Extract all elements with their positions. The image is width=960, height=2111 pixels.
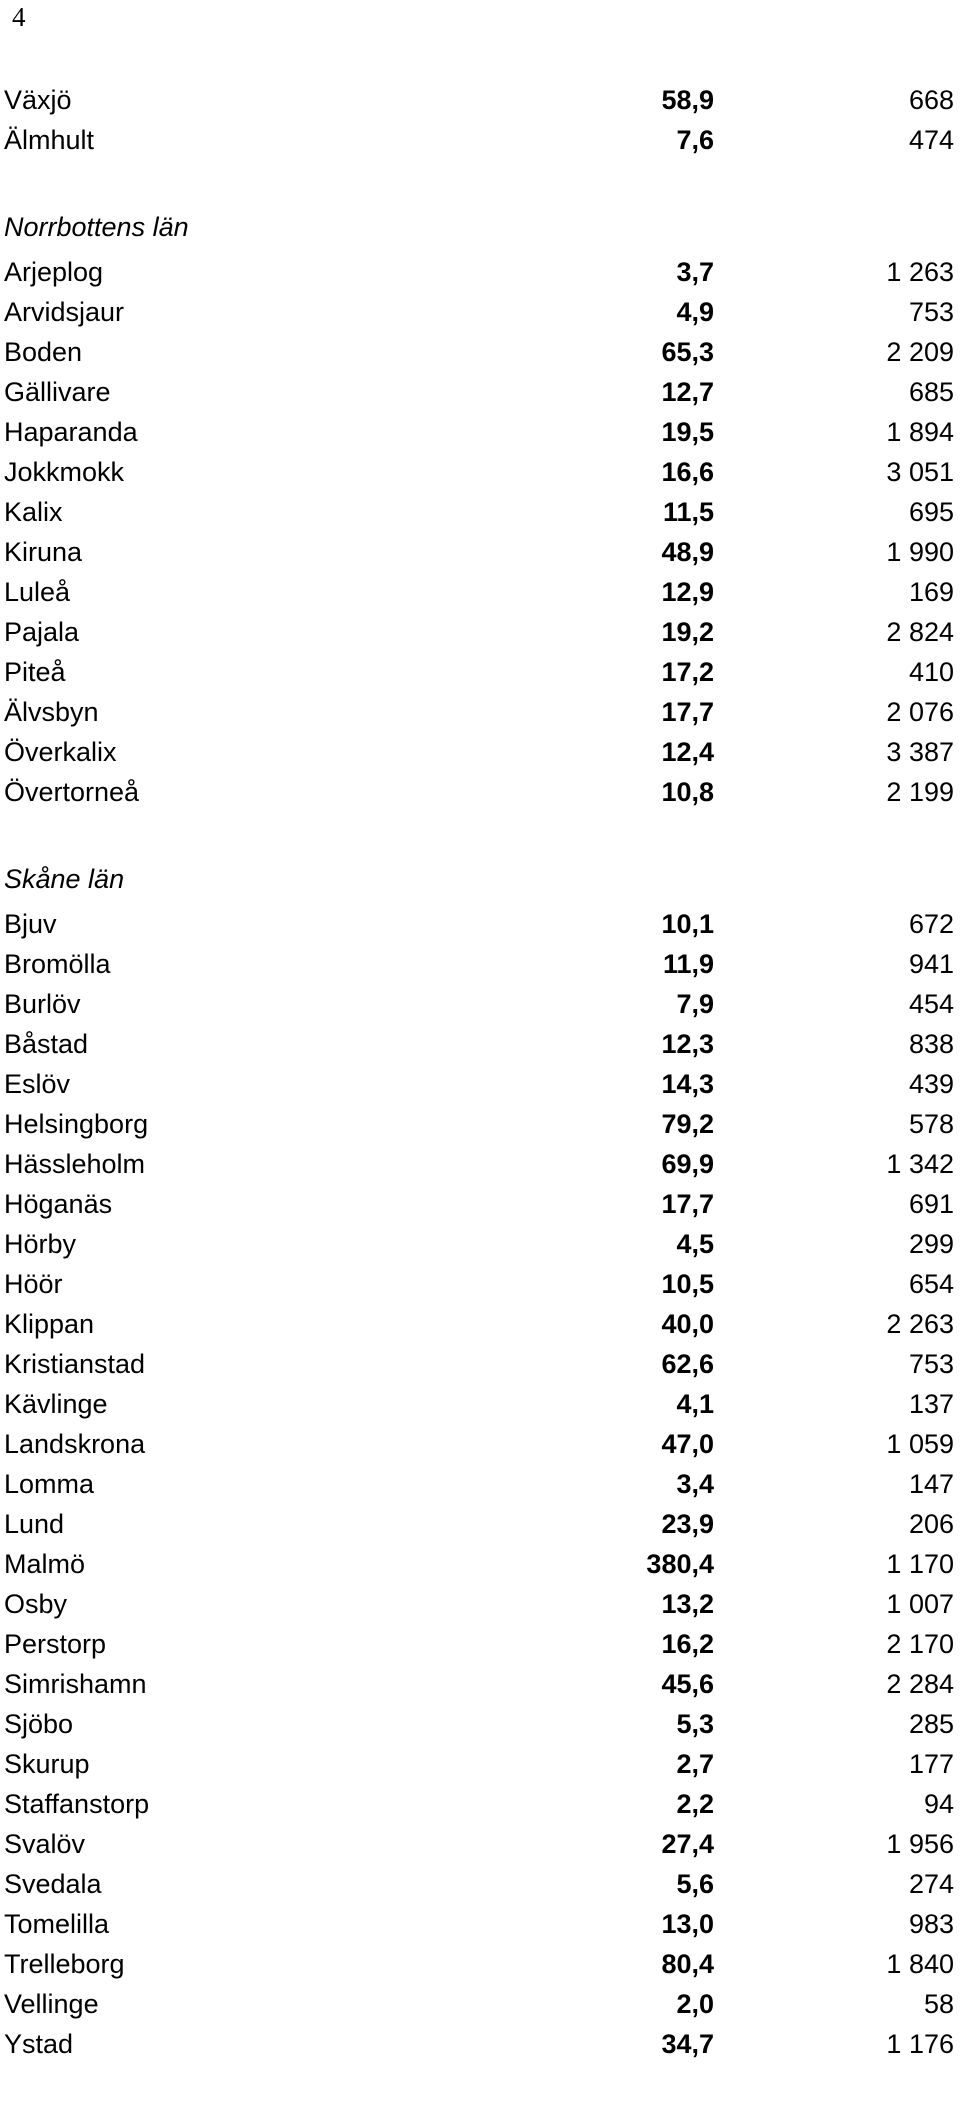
municipality-name: Ystad [4, 2029, 74, 2059]
county-section [4, 207, 954, 812]
municipality-name: Jokkmokk [4, 457, 125, 487]
value-secondary: 3 387 [886, 737, 954, 767]
value-secondary: 169 [908, 577, 954, 607]
table-row [4, 1184, 954, 1224]
municipality-name: Malmö [4, 1549, 86, 1579]
municipality-name: Arjeplog [4, 257, 104, 287]
municipality-name: Haparanda [4, 417, 138, 447]
value-secondary: 691 [908, 1189, 954, 1219]
table-row [4, 692, 954, 732]
value-primary: 3,7 [676, 257, 714, 287]
value-primary: 4,1 [676, 1389, 714, 1419]
table-row [4, 984, 954, 1024]
value-primary: 27,4 [661, 1829, 714, 1859]
municipality-name: Kävlinge [4, 1389, 108, 1419]
table-row [4, 1744, 954, 1784]
table-row [4, 572, 954, 612]
value-secondary: 147 [908, 1469, 954, 1499]
municipality-name: Eslöv [4, 1069, 71, 1099]
value-primary: 13,2 [661, 1589, 714, 1619]
municipality-name: Landskrona [4, 1429, 146, 1459]
table-row [4, 1024, 954, 1064]
value-secondary: 753 [908, 297, 954, 327]
value-secondary: 668 [908, 85, 954, 115]
table-row [4, 1304, 954, 1344]
municipality-name: Simrishamn [4, 1669, 147, 1699]
municipality-name: Älmhult [4, 125, 95, 155]
value-primary: 12,7 [661, 377, 714, 407]
municipality-name: Arvidsjaur [4, 297, 125, 327]
table-row [4, 944, 954, 984]
municipality-name: Sjöbo [4, 1709, 74, 1739]
value-primary: 10,1 [661, 909, 714, 939]
page-number: 4 [12, 2, 26, 32]
value-primary: 7,6 [676, 125, 714, 155]
value-secondary: 439 [908, 1069, 954, 1099]
table-row [4, 292, 954, 332]
table-row [4, 772, 954, 812]
table-row [4, 372, 954, 412]
value-secondary: 695 [908, 497, 954, 527]
municipality-name: Lund [4, 1509, 65, 1539]
municipality-name: Bjuv [4, 909, 57, 939]
value-secondary: 3 051 [886, 457, 954, 487]
value-primary: 23,9 [661, 1509, 714, 1539]
value-primary: 17,7 [661, 1189, 714, 1219]
table-row [4, 904, 954, 944]
municipality-name: Övertorneå [4, 777, 140, 807]
value-secondary: 1 894 [886, 417, 954, 447]
value-secondary: 454 [908, 989, 954, 1019]
table-row [4, 1624, 954, 1664]
county-section [4, 859, 954, 2064]
table-row [4, 1824, 954, 1864]
value-primary: 5,6 [676, 1869, 714, 1899]
municipality-table [4, 80, 954, 2111]
value-secondary: 578 [908, 1109, 954, 1139]
table-row [4, 732, 954, 772]
municipality-name: Höör [4, 1269, 63, 1299]
value-secondary: 1 956 [886, 1829, 954, 1859]
value-secondary: 838 [908, 1029, 954, 1059]
value-secondary: 1 170 [886, 1549, 954, 1579]
municipality-name: Helsingborg [4, 1109, 149, 1139]
municipality-name: Överkalix [4, 737, 117, 767]
value-secondary: 753 [908, 1349, 954, 1379]
value-primary: 69,9 [661, 1149, 714, 1179]
value-secondary: 1 007 [886, 1589, 954, 1619]
municipality-name: Tomelilla [4, 1909, 110, 1939]
municipality-name: Kristianstad [4, 1349, 146, 1379]
table-row [4, 1944, 954, 1984]
table-row [4, 652, 954, 692]
value-secondary: 1 840 [886, 1949, 954, 1979]
municipality-name: Boden [4, 337, 83, 367]
table-row [4, 1264, 954, 1304]
value-secondary: 410 [908, 657, 954, 687]
value-primary: 11,9 [662, 949, 714, 979]
value-primary: 2,7 [676, 1749, 714, 1779]
value-primary: 19,2 [661, 617, 714, 647]
value-secondary: 1 059 [886, 1429, 954, 1459]
municipality-name: Burlöv [4, 989, 81, 1019]
municipality-name: Pajala [4, 617, 80, 647]
value-secondary: 941 [908, 949, 954, 979]
value-secondary: 274 [908, 1869, 954, 1899]
value-secondary: 2 824 [886, 617, 954, 647]
value-secondary: 2 199 [886, 777, 954, 807]
value-primary: 80,4 [661, 1949, 714, 1979]
value-primary: 47,0 [661, 1429, 714, 1459]
municipality-name: Hörby [4, 1229, 77, 1259]
table-row [4, 120, 954, 160]
value-primary: 19,5 [661, 417, 714, 447]
municipality-name: Höganäs [4, 1189, 113, 1219]
value-secondary: 2 170 [886, 1629, 954, 1659]
value-primary: 10,8 [661, 777, 714, 807]
county-heading: Skåne län [4, 864, 125, 894]
municipality-name: Båstad [4, 1029, 89, 1059]
municipality-name: Växjö [4, 85, 72, 115]
value-primary: 12,9 [661, 577, 714, 607]
value-secondary: 983 [908, 1909, 954, 1939]
value-secondary: 177 [908, 1749, 954, 1779]
value-primary: 5,3 [676, 1709, 714, 1739]
value-primary: 14,3 [661, 1069, 714, 1099]
value-primary: 45,6 [661, 1669, 714, 1699]
value-primary: 7,9 [676, 989, 714, 1019]
table-row [4, 1344, 954, 1384]
municipality-name: Bromölla [4, 949, 111, 979]
value-primary: 12,3 [661, 1029, 714, 1059]
value-secondary: 1 342 [886, 1149, 954, 1179]
table-row [4, 532, 954, 572]
municipality-name: Älvsbyn [4, 697, 99, 727]
value-secondary: 2 209 [886, 337, 954, 367]
municipality-name: Skurup [4, 1749, 90, 1779]
value-secondary: 1 990 [886, 537, 954, 567]
value-secondary: 672 [908, 909, 954, 939]
municipality-name: Perstorp [4, 1629, 107, 1659]
value-primary: 34,7 [661, 2029, 714, 2059]
table-row [4, 1584, 954, 1624]
value-secondary: 206 [908, 1509, 954, 1539]
table-row [4, 1064, 954, 1104]
value-primary: 3,4 [676, 1469, 714, 1499]
value-primary: 17,2 [661, 657, 714, 687]
table-row [4, 1664, 954, 1704]
table-row [4, 452, 954, 492]
value-secondary: 137 [908, 1389, 954, 1419]
value-primary: 11,5 [662, 497, 714, 527]
municipality-name: Vellinge [4, 1989, 99, 2019]
table-row [4, 1784, 954, 1824]
value-secondary: 2 076 [886, 697, 954, 727]
municipality-name: Kalix [4, 497, 63, 527]
table-row [4, 1984, 954, 2024]
table-row [4, 1864, 954, 1904]
value-primary: 12,4 [661, 737, 714, 767]
value-secondary: 299 [908, 1229, 954, 1259]
value-primary: 16,6 [661, 457, 714, 487]
value-primary: 4,5 [676, 1229, 714, 1259]
value-secondary: 685 [908, 377, 954, 407]
value-primary: 380,4 [646, 1549, 714, 1579]
value-secondary: 1 176 [886, 2029, 954, 2059]
table-row [4, 1424, 954, 1464]
municipality-name: Staffanstorp [4, 1789, 150, 1819]
value-primary: 58,9 [661, 85, 714, 115]
value-primary: 17,7 [661, 697, 714, 727]
municipality-name: Hässleholm [4, 1149, 146, 1179]
municipality-name: Piteå [4, 657, 66, 687]
value-secondary: 94 [923, 1789, 954, 1819]
table-row [4, 1504, 954, 1544]
table-row [4, 1704, 954, 1744]
value-primary: 40,0 [661, 1309, 714, 1339]
table-row [4, 332, 954, 372]
value-secondary: 285 [908, 1709, 954, 1739]
municipality-name: Svedala [4, 1869, 102, 1899]
table-row [4, 80, 954, 120]
table-row [4, 1224, 954, 1264]
table-row [4, 1384, 954, 1424]
municipality-name: Trelleborg [4, 1949, 125, 1979]
value-secondary: 2 263 [886, 1309, 954, 1339]
table-row [4, 1464, 954, 1504]
value-primary: 2,2 [676, 1789, 714, 1819]
municipality-name: Svalöv [4, 1829, 86, 1859]
municipality-name: Osby [4, 1589, 68, 1619]
value-primary: 13,0 [661, 1909, 714, 1939]
table-row [4, 1104, 954, 1144]
municipality-name: Klippan [4, 1309, 95, 1339]
municipality-name: Gällivare [4, 377, 111, 407]
value-primary: 2,0 [676, 1989, 714, 2019]
value-primary: 16,2 [661, 1629, 714, 1659]
value-primary: 79,2 [661, 1109, 714, 1139]
value-secondary: 58 [923, 1989, 954, 2019]
value-primary: 4,9 [676, 297, 714, 327]
municipality-name: Kiruna [4, 537, 83, 567]
county-heading: Norrbottens län [4, 212, 189, 242]
table-row [4, 1904, 954, 1944]
county-section [4, 80, 954, 160]
value-primary: 10,5 [661, 1269, 714, 1299]
table-row [4, 412, 954, 452]
value-secondary: 654 [908, 1269, 954, 1299]
value-secondary: 474 [908, 125, 954, 155]
municipality-name: Lomma [4, 1469, 95, 1499]
municipality-name: Luleå [4, 577, 71, 607]
value-primary: 48,9 [661, 537, 714, 567]
table-row [4, 252, 954, 292]
value-secondary: 1 263 [886, 257, 954, 287]
value-secondary: 2 284 [886, 1669, 954, 1699]
table-row [4, 492, 954, 532]
table-row [4, 1544, 954, 1584]
table-row [4, 1144, 954, 1184]
value-primary: 62,6 [661, 1349, 714, 1379]
value-primary: 65,3 [661, 337, 714, 367]
table-row [4, 612, 954, 652]
table-row [4, 2024, 954, 2064]
